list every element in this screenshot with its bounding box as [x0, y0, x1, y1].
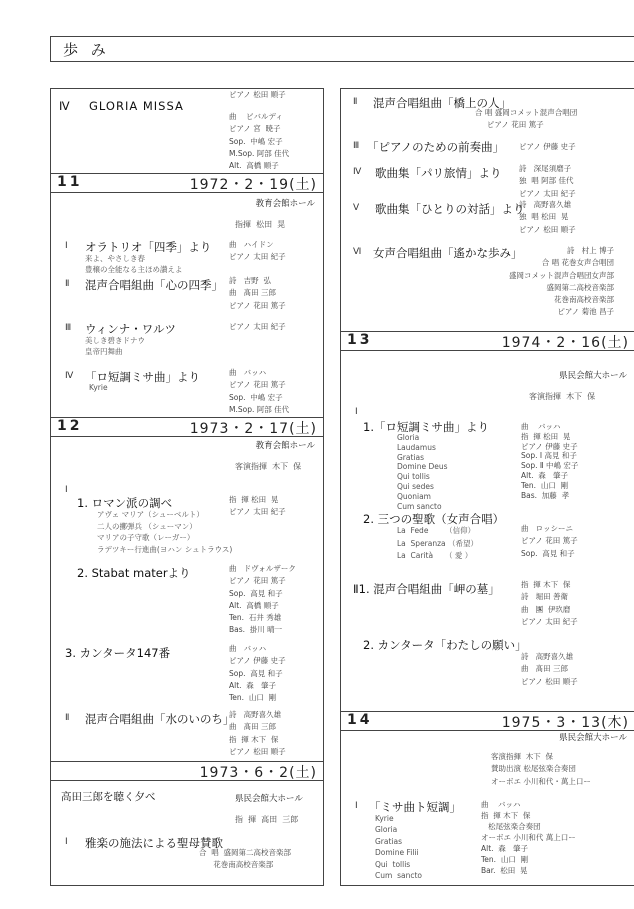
work-subtitle: 来よ、やさしき春 豊穣の全能なる主ほめ讃えよ — [85, 254, 183, 274]
gloria-pianist: ピアノ 松田 順子 — [229, 90, 286, 99]
concert-13-special-bar — [51, 761, 323, 781]
work-subtitle: Gloria Laudamus Gratias Domine Deus Qui tollis Qui sedes Quoniam Cum sancto — [397, 433, 448, 511]
concert-number: 14 — [347, 712, 373, 728]
concert-date: 1973・2・17(土) — [189, 421, 317, 437]
concert-14-bar — [341, 711, 634, 731]
work-credits: 曲 ハイドン ピアノ 太田 紀子 — [229, 240, 286, 262]
work-credits: 合 唱 盛岡第二高校音楽部 花巻南高校音楽部 — [199, 848, 292, 870]
roman-numeral: Ⅰ — [355, 407, 358, 417]
work-title: 「ピアノのための前奏曲」 — [367, 140, 505, 154]
work-title: 2. Stabat materより — [77, 566, 191, 580]
work-title: Ⅱ1. 混声合唱組曲「岬の墓」 — [353, 582, 500, 596]
work-subtitle: Kyrie Gloria Gratias Domine Filii Qui tollis Cum sancto — [375, 814, 422, 881]
roman-numeral: Ⅱ — [65, 713, 70, 723]
work-credits: 曲 ドヴォルザーク ピアノ 花田 篤子 Sop. 高見 和子 Alt. 高橋 順子 Ten. 石井 秀雄 Bas. 掛川 晴一 — [229, 564, 296, 635]
gloria-roman: Ⅳ — [59, 99, 70, 113]
work-subtitle: 美しき碧きドナウ 皇帝円舞曲 — [85, 336, 145, 356]
venue: 教育会館ホール — [255, 441, 315, 451]
concert-date: 1973・6・2(土) — [199, 765, 317, 781]
concert-date: 1972・2・19(土) — [189, 177, 317, 193]
roman-numeral: Ⅵ — [353, 247, 362, 257]
gloria-title: GLORIA MISSA — [89, 99, 184, 113]
work-title: 混声合唱組曲「水のいのち」 — [85, 712, 235, 726]
roman-numeral: Ⅱ — [65, 279, 70, 289]
work-title: 3. カンタータ147番 — [65, 646, 171, 660]
conductor: 指 揮 高田 三郎 — [235, 815, 299, 824]
work-credits: 指 揮 木下 保 詩 堀田 善衛 曲 團 伊玖磨 ピアノ 太田 紀子 — [521, 580, 578, 626]
work-title: 歌曲集「パリ旅情」より — [375, 166, 502, 180]
work-credits: 詩 高野喜久雄 独 唱 松田 晃 ピアノ 松田 順子 — [519, 200, 576, 234]
roman-numeral: Ⅱ — [353, 97, 358, 107]
venue: 県民会館大ホール — [559, 733, 627, 743]
concert-12-bar — [51, 417, 323, 437]
work-title: ウィンナ・ワルツ — [85, 322, 176, 336]
conductor: 客演指揮 木下 保 — [529, 392, 596, 401]
work-credits: 詩 村上 博子 合 唱 花巻女声合唱団 盛岡コメット混声合唱団女声部 盛岡第二高校音楽部 花巻南高校音楽部 ピアノ 菊池 昌子 — [509, 246, 614, 317]
conductor: 客演指揮 木下 保 — [235, 462, 302, 471]
concert-13-bar — [341, 331, 634, 351]
work-title: 混声合唱組曲「橋上の人」 — [373, 96, 511, 110]
event-title: 高田三郎を聴く夕べ — [61, 791, 156, 803]
work-title: 歌曲集「ひとりの対話」より — [375, 202, 525, 216]
work-credits: 合 唱 盛岡コメット混声合唱団 ピアノ 花田 篤子 — [475, 108, 578, 130]
concert-date: 1975・3・13(木) — [501, 715, 629, 731]
gloria-credits: 曲 ビバルディ ピアノ 宮 暁子 Sop. 中嶋 宏子 M.Sop. 阿部 佳代 Alt. 高橋 順子 — [229, 112, 290, 171]
work-title: 「ミサ曲ト短調」 — [369, 800, 461, 814]
roman-numeral: Ⅰ — [65, 837, 68, 847]
work-credits: 曲 ロッシーニ ピアノ 花田 篤子 Sop. 高見 和子 — [521, 524, 578, 558]
venue: 県民会館大ホール — [235, 794, 303, 804]
page-title: 歩 み — [63, 41, 110, 59]
concert-number: 12 — [57, 418, 83, 434]
roman-numeral: Ⅰ — [65, 485, 68, 495]
roman-numeral: Ⅴ — [353, 203, 360, 213]
conductor: 指揮 松田 晃 — [235, 220, 286, 229]
left-column — [50, 88, 324, 886]
work-title: 混声合唱組曲「心の四季」 — [85, 278, 223, 292]
work-credits: 指 揮 松田 晃 ピアノ 太田 紀子 — [229, 495, 286, 517]
work-title: 雅楽の施法による聖母賛歌 — [85, 836, 223, 850]
roman-numeral: Ⅳ — [65, 371, 74, 381]
work-title: オラトリオ「四季」より — [85, 240, 212, 254]
roman-numeral: Ⅲ — [65, 323, 72, 333]
venue: 県民会館大ホール — [559, 371, 627, 381]
page-header — [50, 36, 634, 62]
work-credits: 詩 高野喜久雄 曲 髙田 三郎 ピアノ 松田 順子 — [521, 652, 578, 686]
work-title: 1. ロマン派の調べ — [77, 496, 173, 510]
roman-numeral: Ⅰ — [65, 241, 68, 251]
concert-number: 13 — [347, 332, 373, 348]
work-title: 「ロ短調ミサ曲」より — [85, 370, 200, 384]
work-subtitle: Kyrie — [89, 383, 108, 392]
work-title: 2. カンタータ「わたしの願い」 — [363, 638, 527, 652]
work-credits: 詩 深尾須磨子 独 唱 阿部 佳代 ピアノ 太田 紀子 — [519, 164, 576, 198]
concert-number: 11 — [57, 174, 83, 190]
work-credits: 詩 吉野 弘 曲 髙田 三郎 ピアノ 花田 篤子 — [229, 276, 286, 310]
work-subtitle: La Fede （信仰） La Speranza （希望） La Carità （ 愛 ） — [397, 526, 479, 560]
work-credits: ピアノ 伊藤 史子 — [519, 142, 576, 151]
work-credits: 詩 高野喜久雄 曲 髙田 三郎 指 揮 木下 保 ピアノ 松田 順子 — [229, 710, 286, 756]
right-column — [340, 88, 634, 886]
work-title: 1.「ロ短調ミサ曲」より — [363, 420, 489, 434]
concert-11-bar — [51, 173, 323, 193]
concert-credits: 客演指揮 木下 保 賛助出演 松尾弦楽合奏団 オーボエ 小川和代・萬上口ー — [491, 752, 591, 786]
work-credits: 曲 バッハ 指 揮 木下 保 松尾弦楽合奏団 オーボエ 小川和代 萬上口ー Alt. 森 肇子 Ten. 山口 剛 Bar. 松田 晃 — [481, 800, 576, 875]
work-title: 女声合唱組曲「遙かな歩み」 — [373, 246, 523, 260]
work-credits: 曲 バッハ ピアノ 伊藤 史子 Sop. 高見 和子 Alt. 森 肇子 Ten. 山口 剛 — [229, 644, 286, 703]
work-credits: ピアノ 太田 紀子 — [229, 322, 286, 331]
work-title: 2. 三つの聖歌（女声合唱） — [363, 512, 505, 526]
roman-numeral: Ⅳ — [353, 167, 362, 177]
work-credits: 曲 バッハ 指 揮 松田 晃 ピアノ 伊藤 史子 Sop. Ⅰ 高見 和子 Sop. Ⅱ 中嶋 宏子 Alt. 森 肇子 Ten. 山口 剛 Bas. 加藤 孝 — [521, 422, 579, 500]
venue: 教育会館ホール — [255, 199, 315, 209]
roman-numeral: Ⅲ — [353, 141, 360, 151]
concert-date: 1974・2・16(土) — [501, 335, 629, 351]
roman-numeral: Ⅰ — [355, 801, 358, 811]
work-credits: 曲 バッハ ピアノ 花田 篤子 Sop. 中嶋 宏子 M.Sop. 阿部 佳代 — [229, 368, 290, 414]
work-subtitle: アヴェ マリア（シューベルト） 二人の擲弾兵 （シューマン） マリアの子守歌（レーガー） ラデツキー行進曲(ヨハン シュトラウス) — [97, 510, 233, 554]
